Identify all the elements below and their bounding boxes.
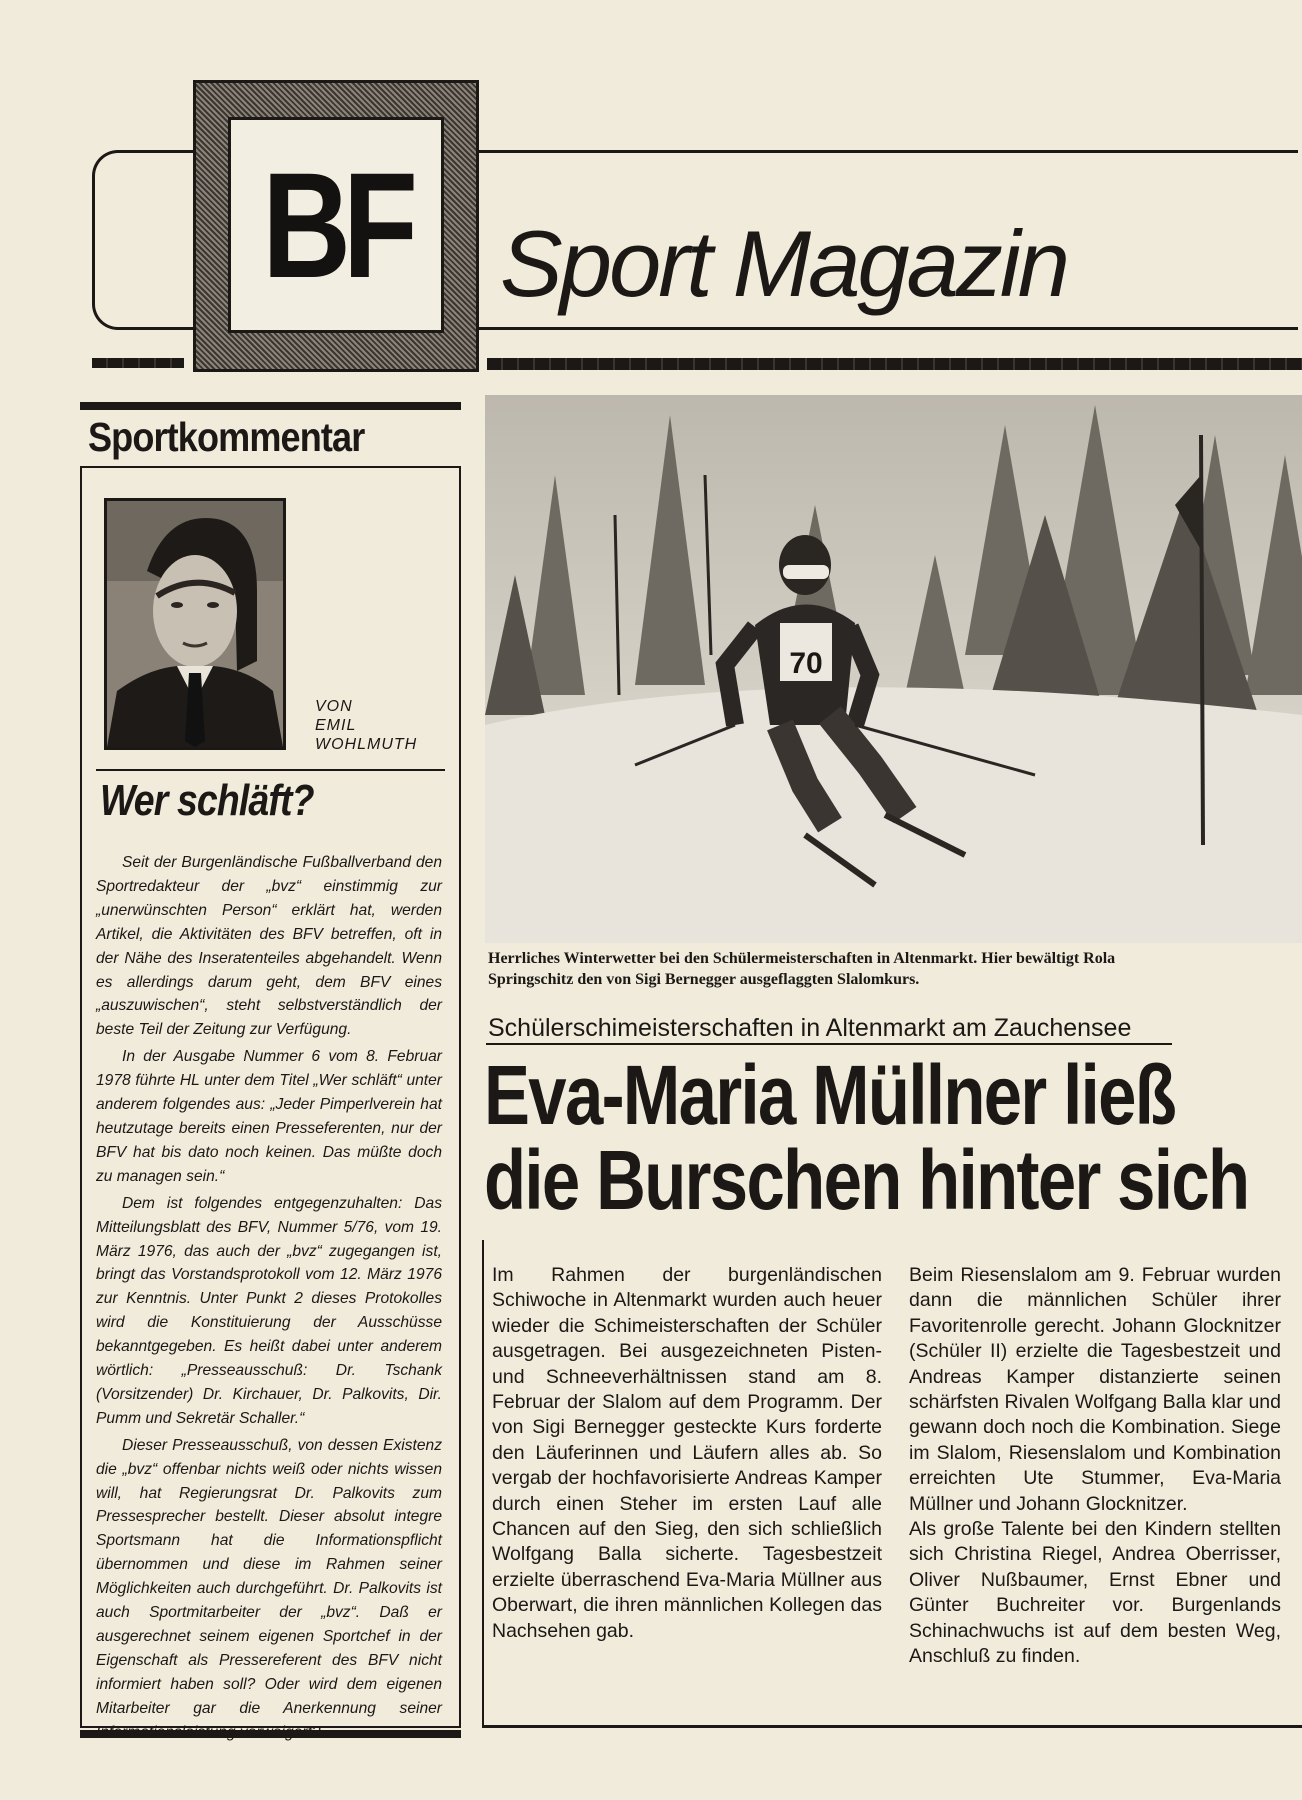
caption-line: Herrliches Winterwetter bei den Schülermeisterschaften in Altenmarkt. Hier bewältigt Rola — [488, 950, 1116, 967]
comment-paragraph: Dieser Presseausschuß, von dessen Existenz die „bvz“ offenbar nichts weiß oder nichts wissen will, hat Regierungsrat Dr. Palkovits zum Pressesprecher bestellt. Dieser absolut integre Sportsmann hat die Informationspflicht übernommen und diese im Rahmen seiner Möglichkeiten auch durchgeführt. Dr. Palkovits ist auch Sportmitarbeiter der „bvz“. Daß er ausgerechnet seinem eigenen Sportchef in der Eigenschaft als Pressereferent des BFV nicht informiert haben soll? Oder wird dem eigenen Mitarbeiter gar die Anerkennung seiner — [96, 1436, 442, 1717]
caption-line: Springschitz den von Sigi Bernegger ausgeflaggten Slalomkurs. — [488, 971, 920, 988]
article-paragraph: Als große Talente bei den Kindern stellten sich Christina Riegel, Andrea Oberrisser, Oliver Nußbaumer, Ernst Ebner und Günter Buchreiter vor. Burgenlands Schinachwuchs ist auf dem besten Weg, Anschluß zu finden. — [909, 1518, 1281, 1668]
headline-line: die Burschen hinter sich — [484, 1133, 1249, 1227]
bib-number: 70 — [789, 647, 823, 680]
byline — [315, 697, 417, 754]
comment-title: Wer schläft? — [100, 776, 314, 825]
article-column-2 — [909, 1263, 1281, 1670]
comment-bottom-rule — [80, 1730, 461, 1738]
article-paragraph: Im Rahmen der burgenländischen Schiwoche in Altenmarkt wurden auch heuer wieder die Schimeisterschaften der Schüler ausgetragen. Bei ausgezeichneten Pisten- und Schneeverhältnissen stand am 8. Februar der Slalom auf dem Programm. Der von Sigi Bernegger gesteckte Kurs forderte den Läuferinnen und Läufern alles ab. So vergab der hochfavorisierte Andreas Kamper durch einen Steher im ersten Lauf alle Chancen auf den Sieg, den sich schließlich Wolfgang Balla sicherte. Tagesbestzeit erzielte überraschend Eva-Maria Müllner aus Oberwart, die ihren männlichen Kollegen das Nachsehen gab. — [492, 1264, 882, 1642]
section-label: Sportkommentar — [88, 414, 365, 460]
byline-line: EMIL — [315, 717, 357, 734]
masthead-title: Sport Magazin — [500, 211, 1068, 316]
comment-paragraph: Dem ist folgendes entgegenzuhalten: Das Mitteilungsblatt des BFV, Nummer 5/76, vom 19. März 1976, das auch der „bvz“ zugegangen ist, bringt das Vorstandsprotokoll vom 12. März 1976 zur Kenntnis. Unter Punkt 2 dieses Protokolles wird die Konstituierung der Ausschüsse bekanntgegeben. Es heißt dabei unter anderem wörtlich: „Presseausschuß: Dr. Tschank (Vorsitzender) Dr. Kirchauer, Dr. Palkovits, Dir. Pumm und Sekretär Schaller.“ — [96, 1194, 442, 1427]
byline-line: WOHLMUTH — [315, 736, 418, 753]
comment-top-rule — [80, 402, 461, 410]
photo-caption — [488, 948, 1302, 990]
article-paragraph: Beim Riesenslalom am 9. Februar wurden dann die männlichen Schüler ihrer Favoritenrolle gerecht. Johann Glocknitzer (Schüler II) erzielte die Tagesbestzeit und Andreas Kamper distanzierte seinen schärfsten Rivalen Wolfgang Balla klar und gewann doch noch die Kombination. Siege im Slalom, Riesenslalom und Kombination erreichten Ute Stummer, Eva-Maria Müllner und Johann Glocknitzer. — [909, 1264, 1281, 1515]
logo — [228, 117, 444, 333]
comment-paragraph: Seit der Burgenländische Fußballverband den Sportredakteur der „bvz“ einstimmig zur „unerwünschten Person“ erklärt hat, werden Artikel, die Aktivitäten des BFV betreffen, oft in der Nähe des Inseratenteiles abgehandelt. Wenn es allerdings darum geht, dem BFV eines „auszuwischen“, steht selbstverständlich der beste Teil der Zeitung zur Verfügung. — [96, 854, 442, 1039]
author-portrait-image — [107, 501, 283, 747]
article-headline — [484, 1048, 1249, 1227]
article-column-1 — [492, 1263, 882, 1644]
masthead-rule-left — [92, 358, 184, 368]
slalom-photo — [485, 395, 1302, 943]
byline-line: VON — [315, 698, 353, 715]
comment-body — [96, 851, 442, 1748]
kicker-rule — [486, 1043, 1172, 1045]
headline-line: Eva-Maria Müllner ließ — [484, 1048, 1176, 1142]
logo-letters: BF — [262, 141, 410, 309]
comment-paragraph: In der Ausgabe Nummer 6 vom 8. Februar 1978 führte HL unter dem Titel „Wer schläft“ unter anderem folgendes aus: „Jeder Pimperlverein hat heutzutage bereits einen Presseferenten, nur der BFV hat bis dato noch keinen. Das müßte doch zu managen sein.“ — [96, 1048, 442, 1185]
article-kicker: Schülerschimeisterschaften in Altenmarkt am Zauchensee — [488, 1014, 1132, 1042]
masthead-rule-right — [487, 358, 1302, 370]
author-portrait — [104, 498, 286, 750]
slalom-photo-image — [485, 395, 1302, 943]
comment-title-rule — [96, 769, 445, 771]
